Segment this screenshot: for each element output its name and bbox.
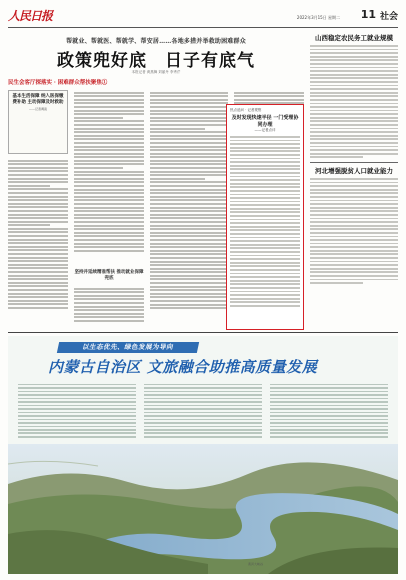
lead-kicker: 帮就业、帮就医、帮就学、帮安居……各地多措并举救助困难群众 — [66, 38, 246, 45]
feature-section — [8, 336, 398, 574]
lead-col-2b — [74, 286, 144, 330]
dateline: 2022年3月15日 星期二 — [296, 15, 340, 20]
boxed-commentary — [226, 104, 304, 330]
page-number: 11 — [360, 8, 376, 21]
feature-col-2 — [144, 382, 262, 440]
boxed-kicker: 热点追问 · 记者观察 — [230, 108, 262, 112]
lead-col-2 — [74, 90, 144, 270]
boxed-subtitle: ——记者点评 — [254, 128, 276, 132]
lead-col-1 — [8, 158, 68, 328]
lead-byline: 本报记者 黄燕舞 刘丽丹 李秀芹 — [131, 70, 181, 74]
inset-subtitle: ——记者调查 — [28, 107, 47, 111]
newspaper-logo: 人民日报 — [8, 9, 53, 23]
feature-banner: 以生态优先、绿色发展为导向 — [57, 342, 199, 353]
feature-col-1 — [18, 382, 136, 440]
lead-col-3 — [150, 90, 228, 330]
feature-col-3 — [270, 382, 388, 440]
landscape-photo — [8, 444, 398, 574]
lead-headline: 政策兜好底 日子有底气 — [57, 51, 255, 71]
series-label: 民生会客厅探落实 · 困难群众帮扶聚焦① — [8, 80, 108, 86]
section-divider — [8, 332, 398, 333]
masthead — [8, 6, 398, 28]
photo-caption: 黄河大峡谷 — [248, 562, 264, 566]
boxed-title: 及时发现快速半径 一门受理协同办理 — [231, 115, 299, 128]
right-column — [310, 32, 398, 330]
feature-title: 内蒙古自治区 文旅融合助推高质量发展 — [48, 358, 318, 376]
inset-title: 基本生活保障 纳入医保缴费补助 主动保障及时救助 — [12, 94, 64, 105]
section-name: 社会 — [379, 12, 398, 22]
lead-inset-box — [8, 90, 68, 154]
right-title-2: 河北增强脱贫人口就业能力 — [315, 167, 393, 175]
lead-subhead-2: 坚持并延续精准帮扶 推动就业保障兜底 — [74, 270, 144, 281]
right-title-1: 山西稳定农民务工就业规模 — [315, 34, 393, 42]
